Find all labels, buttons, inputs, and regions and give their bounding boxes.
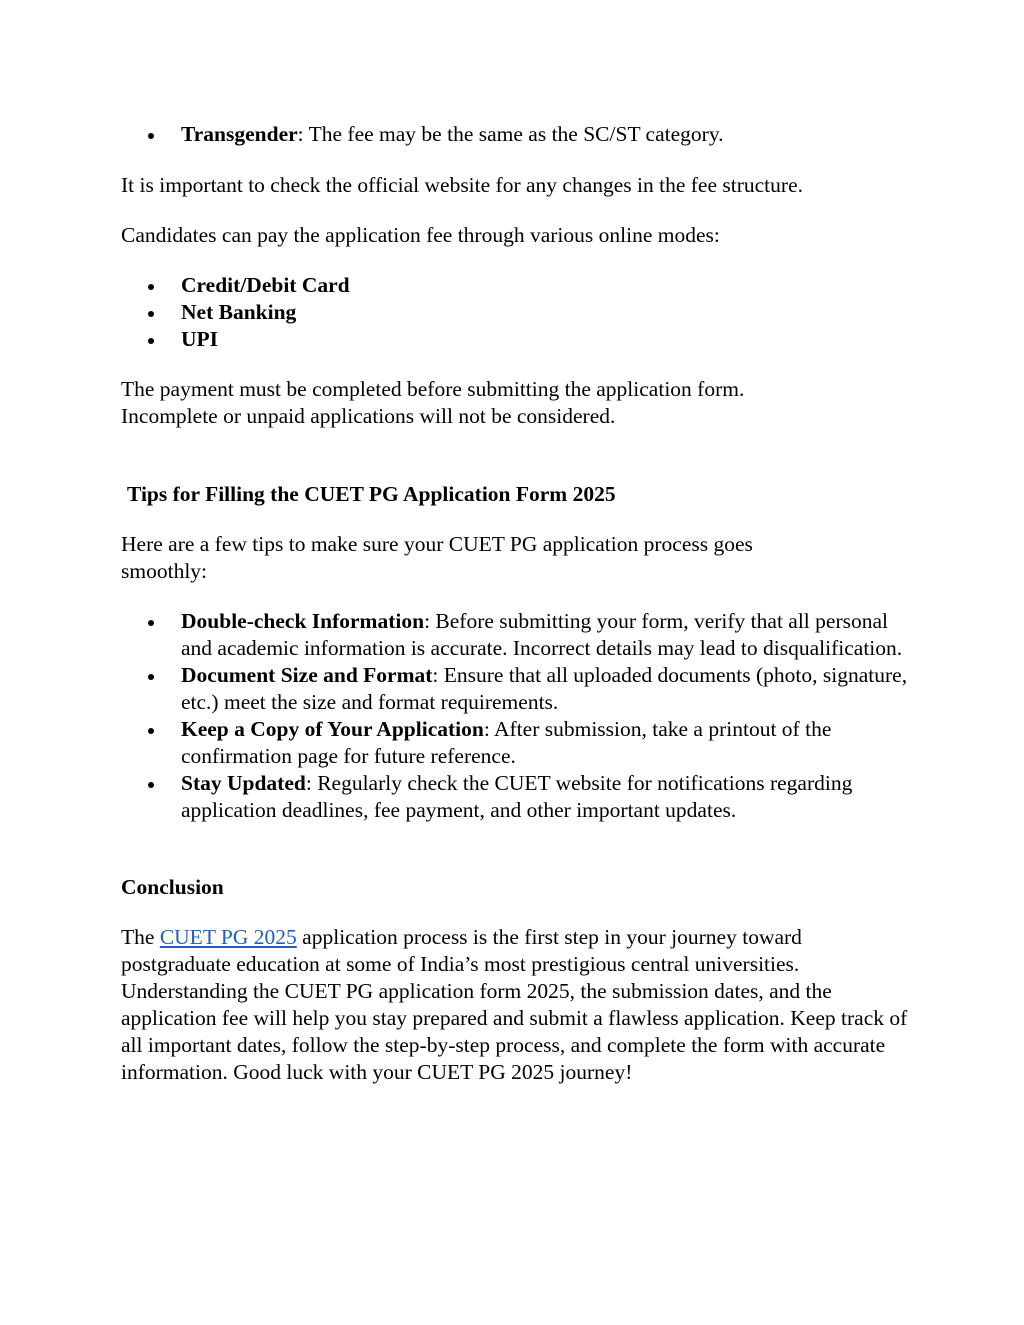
list-item [121,326,911,353]
bullet-icon [148,728,154,734]
tips-list [121,608,911,824]
tip-desc: : Before submitting your form, verify that all personal and academic information is accurate. Incorrect details may lead to disqualification. [181,609,903,660]
tip-term: Double-check Information [181,609,425,633]
bullet-icon [148,311,154,317]
list-item [121,716,911,770]
list-item [121,662,911,716]
list-item [121,272,911,299]
payment-mode-label: UPI [181,327,219,351]
paragraph-payment-note: The payment must be completed before submitting the application form. Incomplete or unpaid applications will not be considered. [121,377,745,428]
tips-intro: Here are a few tips to make sure your CUET PG application process goes smoothly: [121,532,753,583]
conclusion-heading: Conclusion [121,875,224,899]
bullet-icon [148,620,154,626]
conclusion-paragraph [121,924,911,1086]
list-item-desc: : The fee may be the same as the SC/ST category. [297,122,724,146]
bullet-icon [148,284,154,290]
payment-mode-label: Net Banking [181,300,297,324]
cuet-pg-2025-link[interactable]: CUET PG 2025 [159,925,297,949]
list-item [121,608,911,662]
tips-heading: Tips for Filling the CUET PG Application Form 2025 [127,482,616,506]
payment-mode-label: Credit/Debit Card [181,273,350,297]
paragraph-check-website: It is important to check the official website for any changes in the fee structure. [121,173,803,197]
bullet-icon [148,133,154,139]
list-item [121,299,911,326]
tip-term: Keep a Copy of Your Application [181,717,484,741]
conclusion-text-before-link: The [121,925,160,949]
bullet-icon [148,782,154,788]
tip-desc: : Ensure that all uploaded documents (photo, signature, etc.) meet the size and format requirements. [181,663,908,714]
tip-term: Document Size and Format [181,663,433,687]
list-item [121,770,911,824]
list-item [121,121,911,148]
list-item-term: Transgender [181,122,298,146]
tip-desc: : Regularly check the CUET website for notifications regarding application deadlines, fee payment, and other important updates. [181,771,853,822]
conclusion-text-after-link: application process is the first step in your journey toward postgraduate education at some of India’s most prestigious central universities. Understanding the CUET PG application form 2025, the submission dates, and the application fee will help you stay prepared and submit a flawless application. Keep track of all important dates, follow the step-by-step process, and complete the form with accurate information. Good luck with your CUET PG 2025 journey! [121,925,908,1084]
bullet-icon [148,674,154,680]
bullet-icon [148,338,154,344]
payment-modes-list [121,272,911,353]
paragraph-payment-modes-intro: Candidates can pay the application fee through various online modes: [121,223,720,247]
tip-term: Stay Updated [181,771,306,795]
tip-desc: : After submission, take a printout of the confirmation page for future reference. [181,717,832,768]
fee-category-list [121,121,911,148]
